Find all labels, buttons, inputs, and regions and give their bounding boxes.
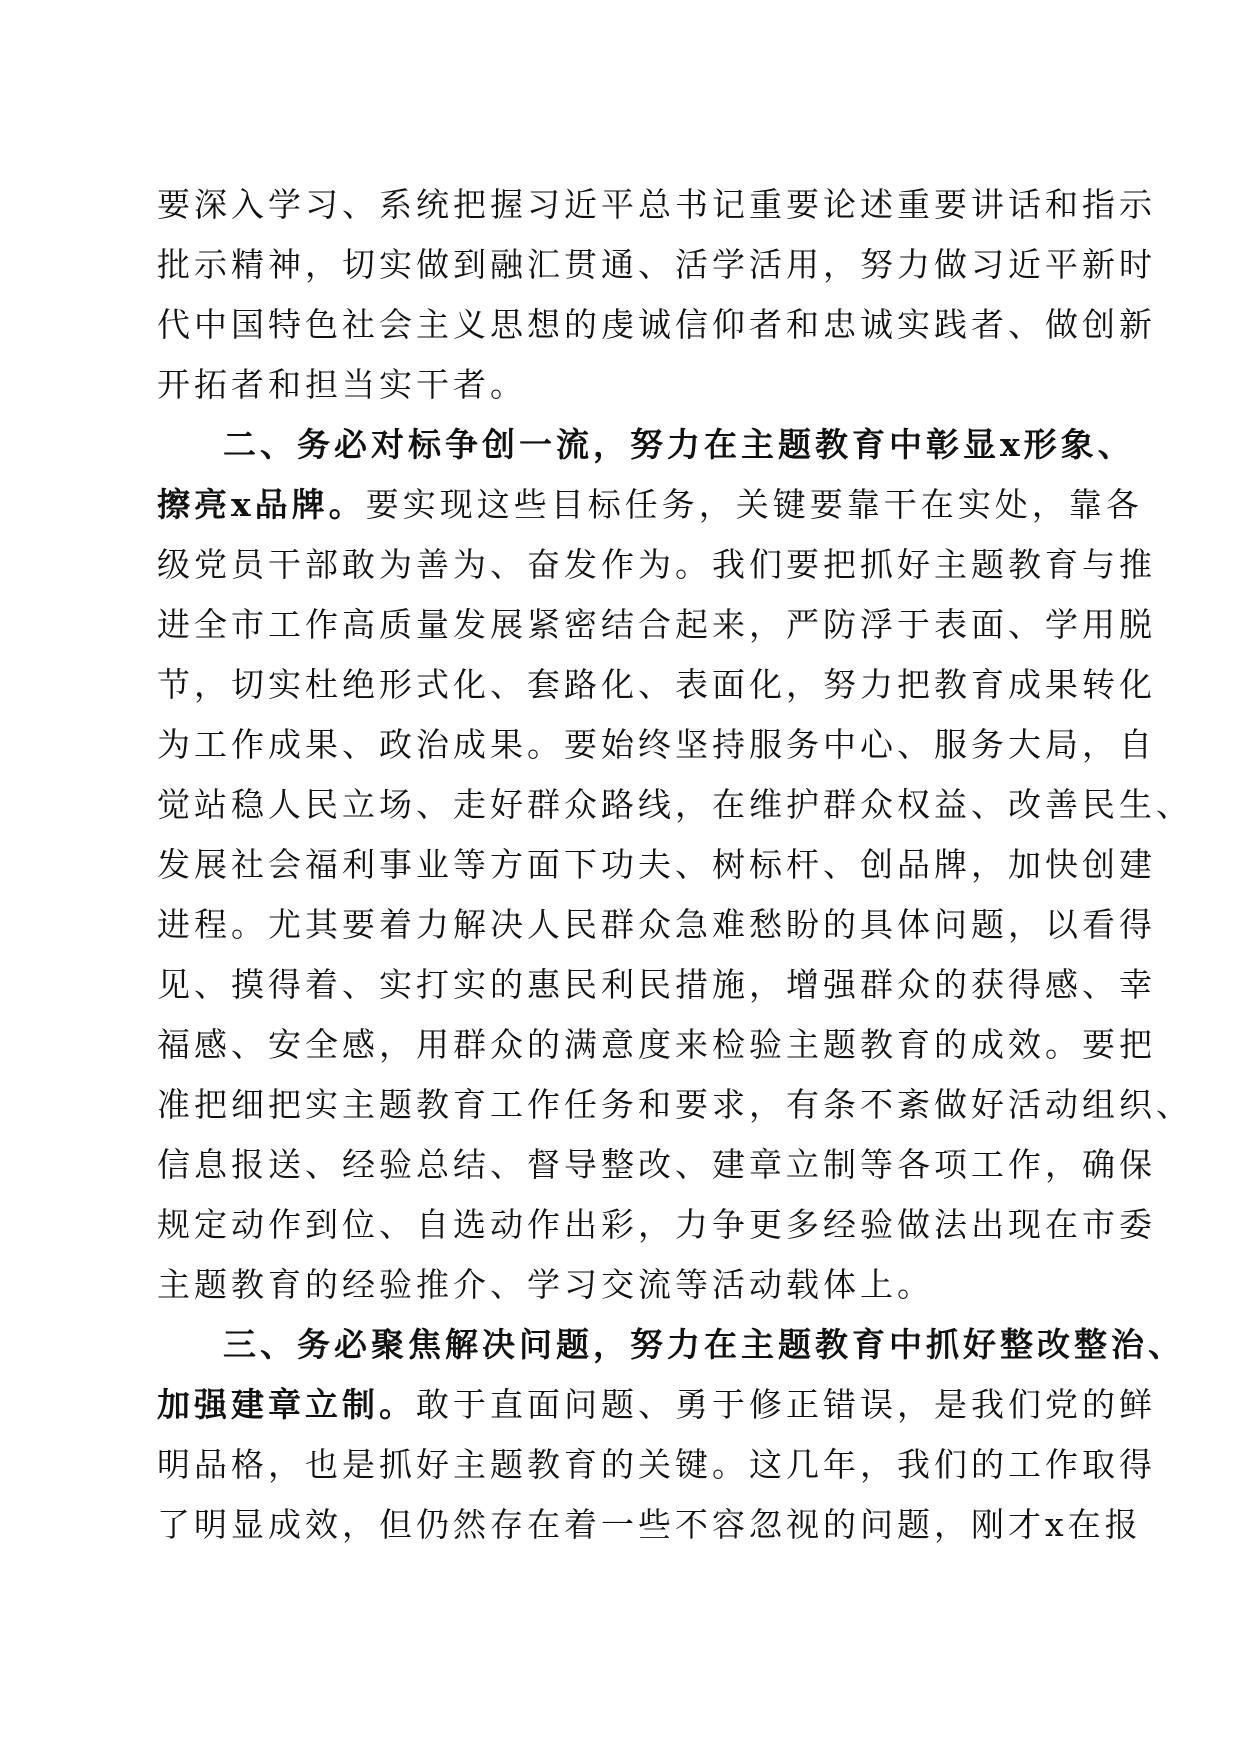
text-line: 进程。尤其要着力解决人民群众急难愁盼的具体问题，以看得 <box>157 905 1156 944</box>
text-line: 明品格，也是抓好主题教育的关键。这几年，我们的工作取得 <box>157 1445 1156 1484</box>
text-line: 开拓者和担当实干者。 <box>157 365 527 404</box>
text-line: 代中国特色社会主义思想的虔诚信仰者和忠诚实践者、做创新 <box>157 305 1156 344</box>
text-fragment: 敢于直面问题、勇于修正错误，是我们党的鲜 <box>416 1385 1156 1424</box>
text-line: 准把细把实主题教育工作任务和要求，有条不紊做好活动组织、 <box>157 1085 1193 1124</box>
text-line: 级党员干部敢为善为、奋发作为。我们要把抓好主题教育与推 <box>157 545 1156 584</box>
section-heading-3: 三、务必聚焦解决问题，努力在主题教育中抓好整改整治、 <box>223 1325 1185 1364</box>
text-line: 主题教育的经验推介、学习交流等活动载体上。 <box>157 1265 934 1304</box>
text-line: 觉站稳人民立场、走好群众路线，在维护群众权益、改善民生、 <box>157 785 1193 824</box>
text-line-mixed <box>157 1375 1156 1435</box>
section-heading-3-end: 加强建章立制。 <box>157 1385 416 1424</box>
text-line: 节，切实杜绝形式化、套路化、表面化，努力把教育成果转化 <box>157 665 1156 704</box>
text-line: 为工作成果、政治成果。要始终坚持服务中心、服务大局，自 <box>157 725 1156 764</box>
text-line: 信息报送、经验总结、督导整改、建章立制等各项工作，确保 <box>157 1145 1156 1184</box>
section-heading-2-end: 擦亮x品牌。 <box>157 485 366 524</box>
text-line: 规定动作到位、自选动作出彩，力争更多经验做法出现在市委 <box>157 1205 1156 1244</box>
text-line: 进全市工作高质量发展紧密结合起来，严防浮于表面、学用脱 <box>157 605 1156 644</box>
text-line-mixed <box>157 475 1143 535</box>
text-line: 批示精神，切实做到融汇贯通、活学活用，努力做习近平新时 <box>157 245 1156 284</box>
text-line: 发展社会福利事业等方面下功夫、树标杆、创品牌，加快创建 <box>157 845 1156 884</box>
text-line: 见、摸得着、实打实的惠民利民措施，增强群众的获得感、幸 <box>157 965 1156 1004</box>
text-line: 要深入学习、系统把握习近平总书记重要论述重要讲话和指示 <box>157 185 1156 224</box>
section-heading-2: 二、务必对标争创一流，努力在主题教育中彰显x形象、 <box>223 425 1135 464</box>
text-line: 福感、安全感，用群众的满意度来检验主题教育的成效。要把 <box>157 1025 1156 1064</box>
text-fragment: 要实现这些目标任务，关键要靠干在实处，靠各 <box>365 485 1143 524</box>
text-line: 了明显成效，但仍然存在着一些不容忽视的问题，刚才x在报 <box>157 1505 1142 1544</box>
